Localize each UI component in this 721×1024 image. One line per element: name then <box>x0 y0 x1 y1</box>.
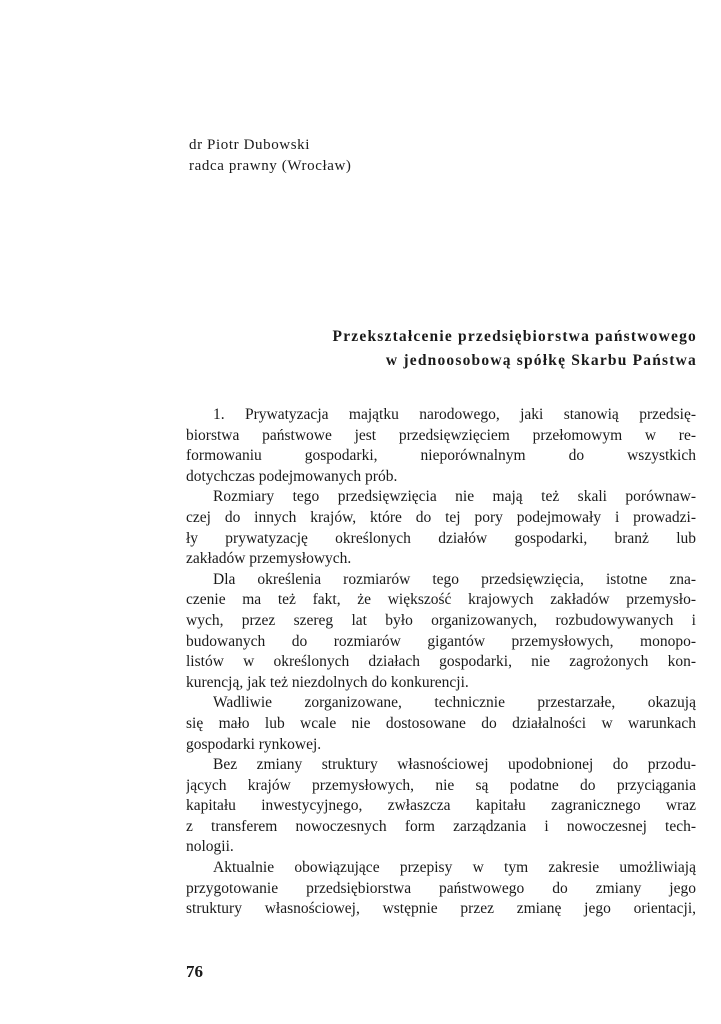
body-line: listów w określonych działach gospodarki, nie zagrożonych kon- <box>186 653 696 671</box>
body-line: 1. Prywatyzacja majątku narodowego, jaki stanowią przedsię- <box>213 406 696 423</box>
body-line: z transferem nowoczesnych form zarządzania i nowoczesnej tech- <box>186 817 696 835</box>
author-position: radca prawny (Wrocław) <box>189 158 352 174</box>
body-line: Wadliwie zorganizowane, technicznie przestarzałe, okazują <box>213 694 696 712</box>
body-line: kapitału inwestycyjnego, zwłaszcza kapitału zagranicznego wraz <box>186 797 696 815</box>
body-line: dotychczas podejmowanych prób. <box>186 467 398 485</box>
body-line: się mało lub wcale nie dostosowane do działalności w warunkach <box>186 714 696 732</box>
author-block <box>189 135 352 177</box>
title-line-1: Przekształcenie przedsiębiorstwa państwowego <box>332 328 697 345</box>
body-line: ły prywatyzację określonych działów gospodarki, branż lub <box>186 529 696 547</box>
author-name: dr Piotr Dubowski <box>189 137 311 153</box>
body-line: nologii. <box>186 838 234 856</box>
body-line: Bez zmiany struktury własnościowej upodobnionej do przodu- <box>213 756 696 774</box>
body-line: Rozmiary tego przedsięwzięcia nie mają też skali porównaw- <box>213 488 696 506</box>
body-line: formowaniu gospodarki, nieporównalnym do wszystkich <box>186 447 696 465</box>
body-line: czenie ma też fakt, że większość krajowych zakładów przemysło- <box>186 591 696 609</box>
body-line: zakładów przemysłowych. <box>186 550 352 568</box>
body-line: budowanych do rozmiarów gigantów przemysłowych, monopo- <box>186 632 696 650</box>
body-line: kurencją, jak też niezdolnych do konkurencji. <box>186 673 469 691</box>
body-line: biorstwa państwowe jest przedsięwzięciem przełomowym w re- <box>186 426 696 444</box>
body-line: Aktualnie obowiązujące przepisy w tym zakresie umożliwiają <box>213 859 696 877</box>
body-line: Dla określenia rozmiarów tego przedsięwzięcia, istotne zna- <box>213 570 696 588</box>
body-line: struktury własnościowej, wstępnie przez zmianę jego orientacji, <box>186 900 696 918</box>
title-line-2: w jednoosobową spółkę Skarbu Państwa <box>385 352 697 369</box>
article-body <box>186 405 696 920</box>
body-line: przygotowanie przedsiębiorstwa państwowego do zmiany jego <box>186 879 696 897</box>
body-line: gospodarki rynkowej. <box>186 735 322 753</box>
body-line: czej do innych krajów, które do tej pory podejmowały i prowadzi- <box>186 508 696 526</box>
page-number: 76 <box>186 962 203 981</box>
body-line: wych, przez szereg lat było organizowanych, rozbudowywanych i <box>186 611 696 629</box>
article-title <box>197 325 697 373</box>
body-line: jących krajów przemysłowych, nie są podatne do przyciągania <box>186 776 696 794</box>
